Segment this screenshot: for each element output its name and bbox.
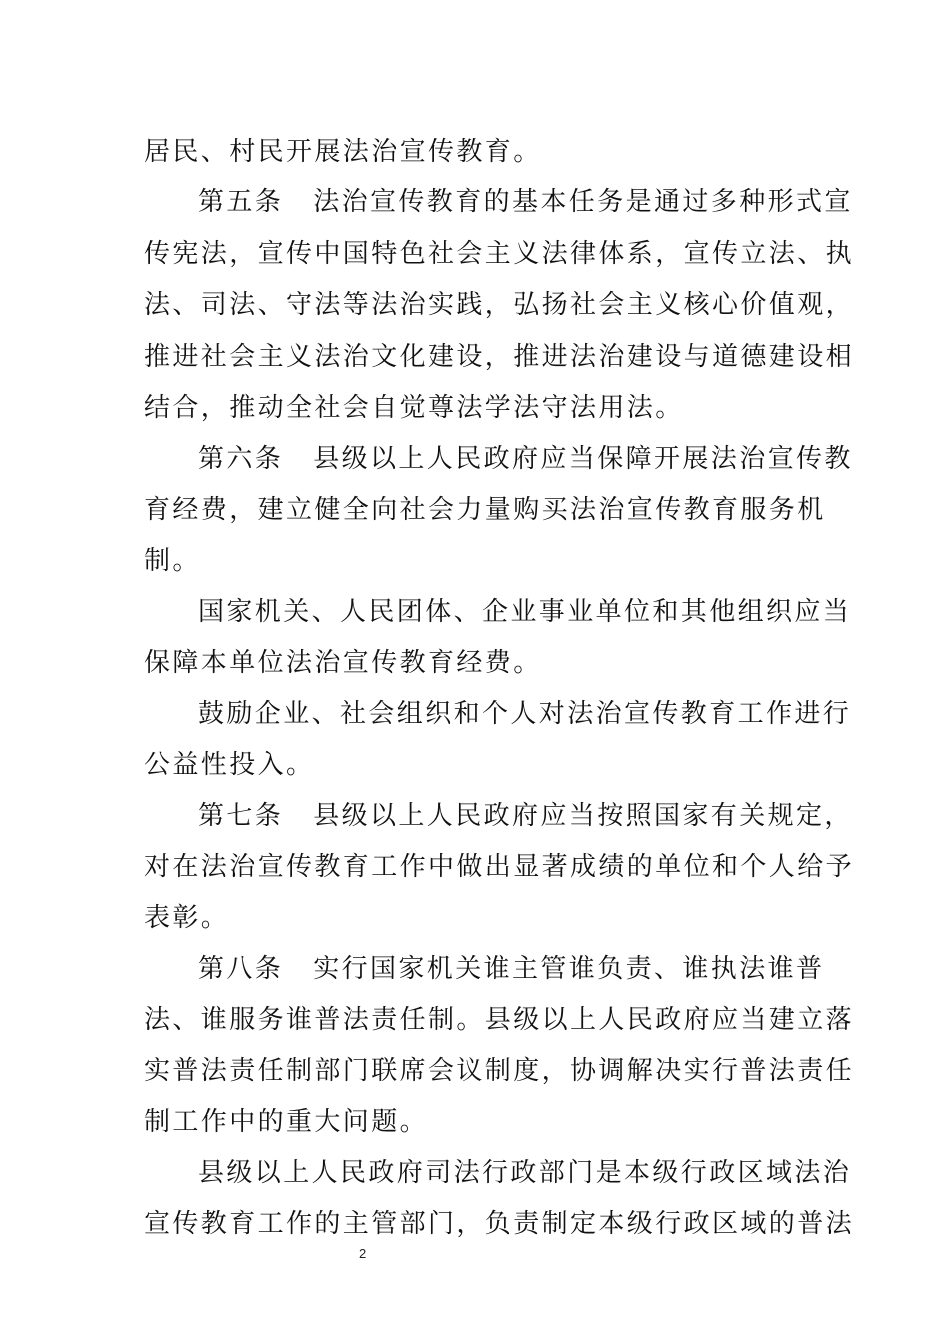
article-label: 第五条 xyxy=(198,187,284,217)
text-line: 县级以上人民政府应当保障开展法治宣传教 xyxy=(313,444,853,474)
text-line: 表彰。 xyxy=(144,903,230,933)
text-line: 国家机关、人民团体、企业事业单位和其他组织应当 xyxy=(198,597,852,627)
text-line: 法、司法、守法等法治实践，弘扬社会主义核心价值观， xyxy=(144,290,855,320)
article-label: 第六条 xyxy=(198,444,284,474)
text-line: 鼓励企业、社会组织和个人对法治宣传教育工作进行 xyxy=(198,699,852,729)
text-line: 实普法责任制部门联席会议制度，协调解决实行普法责任 xyxy=(144,1056,855,1086)
article-7-first-line xyxy=(198,800,853,832)
article-label: 第七条 xyxy=(198,801,284,831)
article-8-first-line xyxy=(198,953,825,985)
text-line: 实行国家机关谁主管谁负责、谁执法谁普 xyxy=(313,954,825,984)
text-line: 制。 xyxy=(144,546,201,576)
text-line: 对在法治宣传教育工作中做出显著成绩的单位和个人给予 xyxy=(144,852,855,882)
text-line: 县级以上人民政府应当按照国家有关规定， xyxy=(313,801,853,831)
text-line: 育经费，建立健全向社会力量购买法治宣传教育服务机 xyxy=(144,495,826,525)
text-line: 法治宣传教育的基本任务是通过多种形式宣 xyxy=(313,187,853,217)
text-line: 县级以上人民政府司法行政部门是本级行政区域法治 xyxy=(198,1158,852,1188)
text-line: 制工作中的重大问题。 xyxy=(144,1107,429,1137)
text-line: 公益性投入。 xyxy=(144,750,315,780)
page-number: 2 xyxy=(359,1246,367,1261)
text-line: 传宪法，宣传中国特色社会主义法律体系，宣传立法、执 xyxy=(144,239,855,269)
text-line: 结合，推动全社会自觉尊法学法守法用法。 xyxy=(144,393,684,423)
text-line: 保障本单位法治宣传教育经费。 xyxy=(144,648,542,678)
article-label: 第八条 xyxy=(198,954,284,984)
text-line: 宣传教育工作的主管部门，负责制定本级行政区域的普法 xyxy=(144,1209,855,1239)
text-line: 推进社会主义法治文化建设，推进法治建设与道德建设相 xyxy=(144,342,855,372)
article-5-first-line xyxy=(198,186,853,218)
text-line: 法、谁服务谁普法责任制。县级以上人民政府应当建立落 xyxy=(144,1005,855,1035)
text-line: 居民、村民开展法治宣传教育。 xyxy=(144,137,542,167)
article-6-first-line xyxy=(198,443,853,475)
